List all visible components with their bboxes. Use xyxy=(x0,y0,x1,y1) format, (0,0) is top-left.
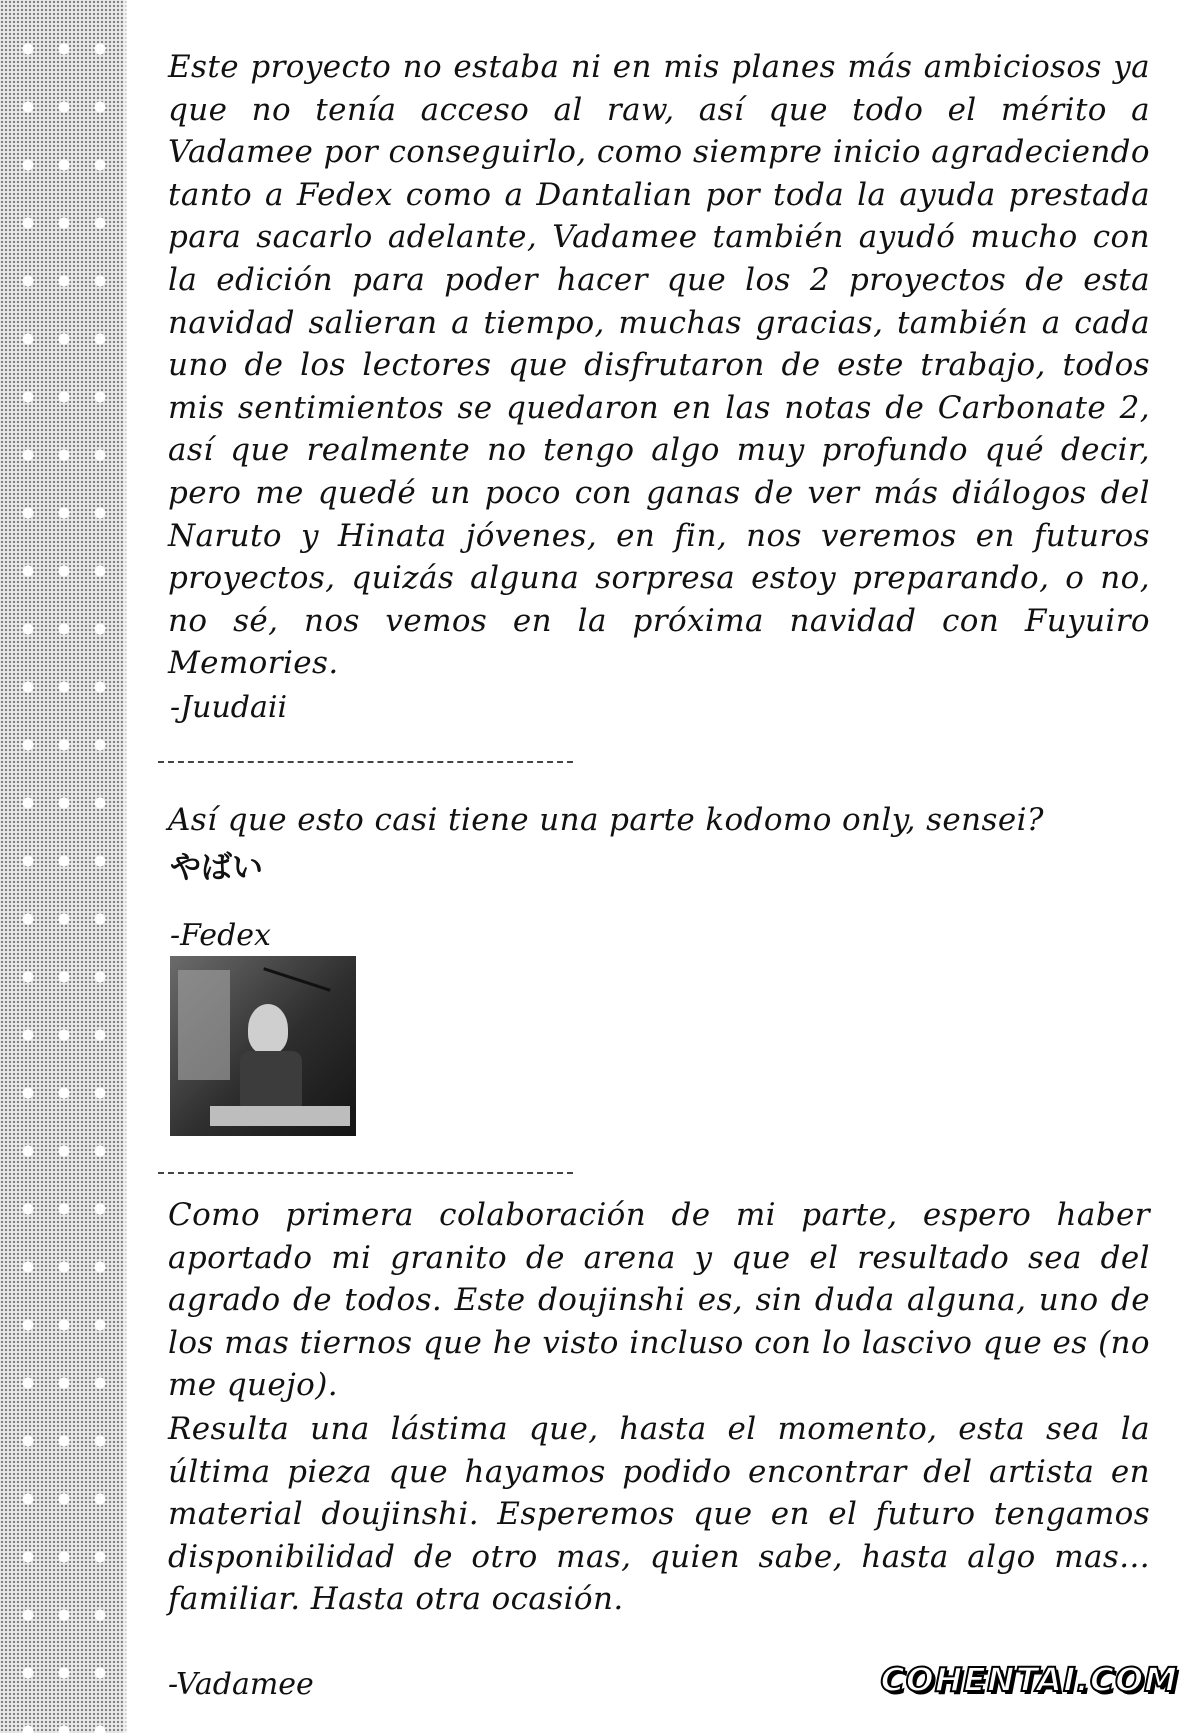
note-juudaii-text: Este proyecto no estaba ni en mis planes más ambiciosos ya que no tenía acceso al raw, así que todo el mérito a Vadamee por conseguirlo, como siempre inicio agradeciendo tanto a Fedex como a Dantalian por toda la ayuda prestada para sacarlo adelante, Vadamee también ayudó mucho con la edición para poder hacer que los 2 proyectos de esta navidad salieran a tiempo, muchas gracias, también a cada uno de los lectores que disfrutaron de este trabajo, todos mis sentimientos se quedaron en las notas de Carbonate 2, así que realmente no tengo algo muy profundo qué decir, pero me quedé un poco con ganas de ver más diálogos del Naruto y Hinata jóvenes, en fin, nos veremos en futuros proyectos, quizás alguna sorpresa estoy preparando, o no, no sé, nos vemos en la próxima navidad con Fuyuiro Memories. xyxy=(168,49,1150,682)
photo-figure-body xyxy=(240,1051,302,1113)
photo-window-shape xyxy=(178,970,230,1080)
note-fedex-text: Así que esto casi tiene una parte kodomo only, sensei? xyxy=(168,802,1044,838)
note-vadamee-part1 xyxy=(168,1194,1150,1407)
note-vadamee-part2 xyxy=(168,1408,1150,1621)
site-watermark: COHENTAI.COM xyxy=(880,1660,1178,1699)
note-fedex-japanese: やばい xyxy=(170,850,263,886)
photo-lamp-shape xyxy=(263,967,331,991)
photo-desk-shape xyxy=(210,1106,350,1126)
section-divider xyxy=(158,1172,573,1174)
decorative-heart-border xyxy=(0,0,128,1733)
signature-fedex: -Fedex xyxy=(170,918,271,953)
reaction-image xyxy=(170,956,356,1136)
note-vadamee-text-1: Como primera colaboración de mi parte, espero haber aportado mi granito de arena y que el resultado sea del agrado de todos. Este doujinshi es, sin duda alguna, uno de los mas tiernos que he visto incluso con lo lascivo que es (no me quejo). xyxy=(168,1197,1150,1404)
note-juudaii xyxy=(168,46,1150,685)
signature-juudaii: -Juudaii xyxy=(170,690,288,725)
photo-figure-head xyxy=(248,1004,288,1054)
note-vadamee-text-2: Resulta una lástima que, hasta el momento, esta sea la última pieza que hayamos podido encontrar del artista en material doujinshi. Esperemos que en el futuro tengamos disponibilidad de otro mas, quien sabe, hasta algo mas... familiar. Hasta otra ocasión. xyxy=(168,1411,1150,1618)
signature-vadamee: -Vadamee xyxy=(168,1667,314,1702)
section-divider xyxy=(158,761,573,763)
